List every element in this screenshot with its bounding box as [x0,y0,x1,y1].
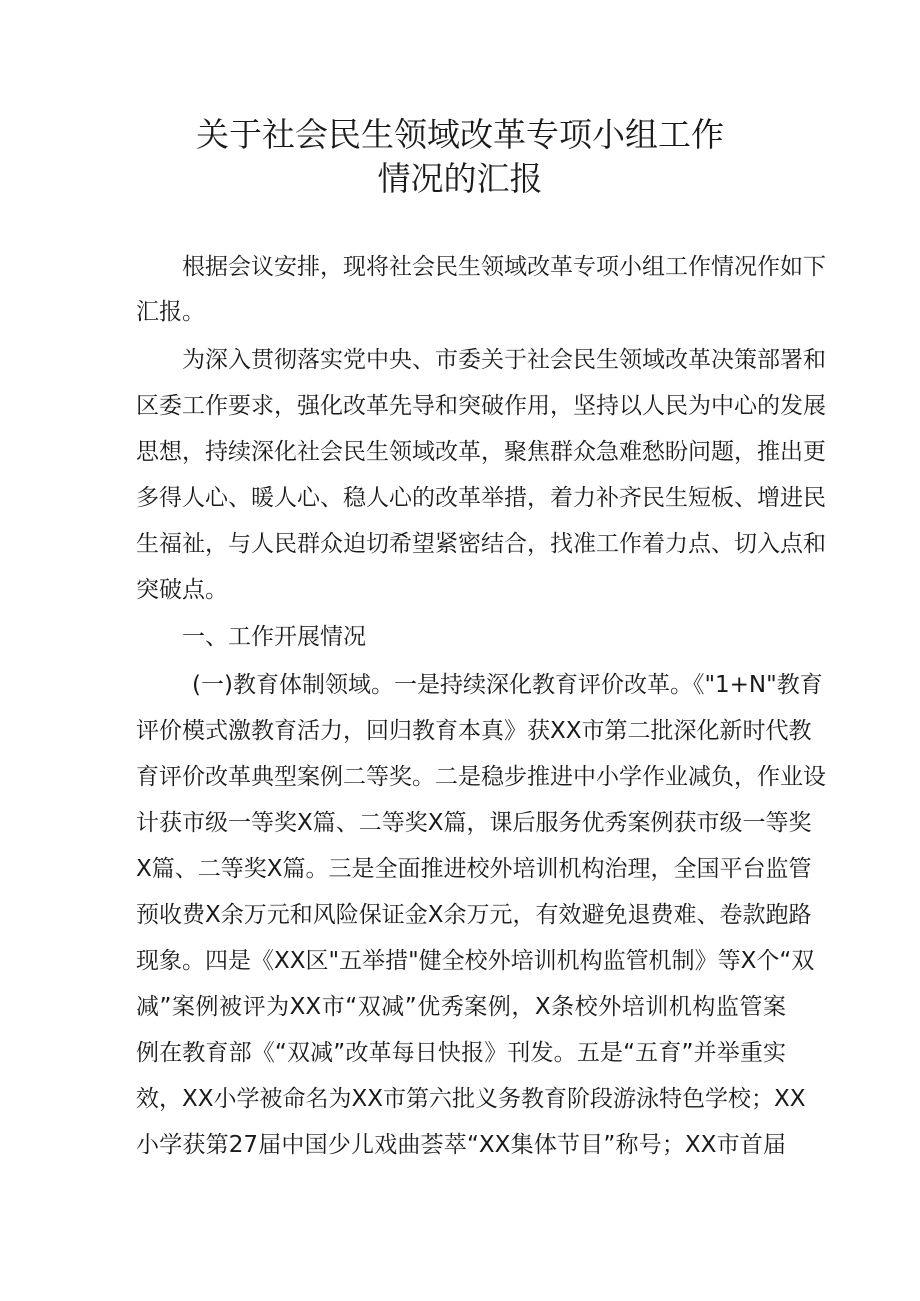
paragraph-line: 减”案例被评为XX市“双减”优秀案例，X条校外培训机构监管案 [136,994,786,1020]
paragraph-line: 生福祉，与人民群众迫切希望紧密结合，找准工作着力点、切入点和 [136,531,826,557]
paragraph-line: 小学获第27届中国少儿戏曲荟萃“XX集体节目”称号；XX市首届 [136,1132,786,1158]
paragraph-line: 根据会议安排，现将社会民生领域改革专项小组工作情况作如下 [182,254,826,280]
paragraph-line: 区委工作要求，强化改革先导和突破作用，坚持以人民为中心的发展 [136,393,826,419]
paragraph-line: 例在教育部《“双减”改革每日快报》刊发。五是“五育”并举重实 [136,1040,786,1066]
paragraph-line: 突破点。 [136,577,228,603]
document-title-line-2: 情况的汇报 [377,159,543,198]
paragraph-line: 育评价改革典型案例二等奖。二是稳步推进中小学作业减负，作业设 [136,764,826,790]
document-title-line-1: 关于社会民生领域改革专项小组工作 [196,115,724,154]
paragraph-line: 计获市级一等奖X篇、二等奖X篇，课后服务优秀案例获市级一等奖 [136,810,812,836]
paragraph-line: (一)教育体制领域。一是持续深化教育评价改革。《"1+N"教育 [192,672,823,698]
paragraph-line: 多得人心、暖人心、稳人心的改革举措，着力补齐民生短板、增进民 [136,485,826,511]
section-heading: 一、工作开展情况 [182,624,366,650]
paragraph-line: 评价模式激教育活力，回归教育本真》获XX市第二批深化新时代教 [136,718,812,744]
paragraph-line: 预收费X余万元和风险保证金X余万元，有效避免退费难、卷款跑路 [136,902,812,928]
paragraph-line: 效，XX小学被命名为XX市第六批义务教育阶段游泳特色学校；XX [136,1086,806,1112]
paragraph-line: 现象。四是《XX区"五举措"健全校外培训机构监管机制》等X个“双 [136,948,815,974]
paragraph-line: 汇报。 [136,299,205,325]
paragraph-line: 思想，持续深化社会民生领域改革，聚焦群众急难愁盼问题，推出更 [136,439,826,465]
paragraph-line: X篇、二等奖X篇。三是全面推进校外培训机构治理，全国平台监管 [136,856,812,882]
paragraph-line: 为深入贯彻落实党中央、市委关于社会民生领域改革决策部署和 [182,347,826,373]
